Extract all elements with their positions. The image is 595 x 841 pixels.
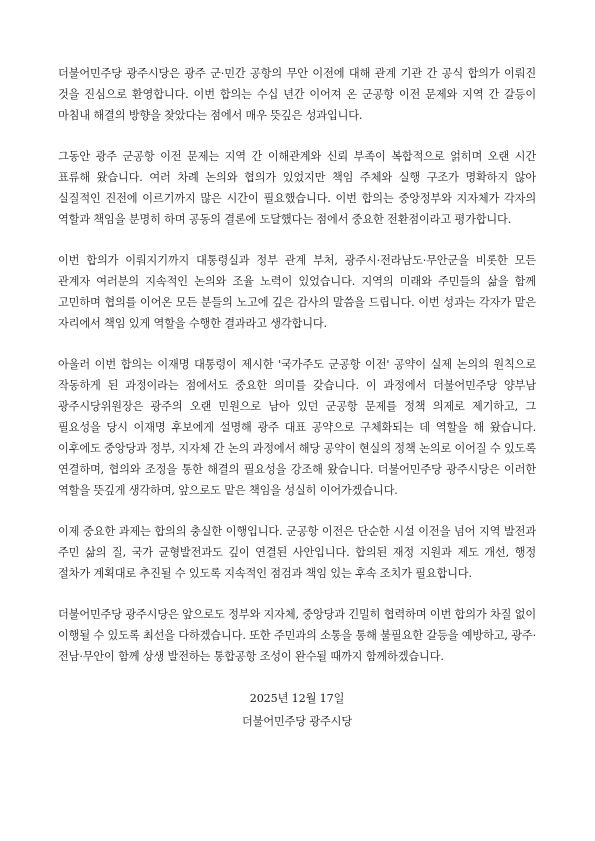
- paragraph-background: 그동안 광주 군공항 이전 문제는 지역 간 이해관계와 신뢰 부족이 복합적으로 얽히며 오랜 시간 표류해 왔습니다. 여러 차례 논의와 협의가 있었지만 책임 주체와 실행 구조가 명확하지 않아 실질적인 진전에 이르기까지 많은 시간이 필요했습니다. 이번 합의는 중앙정부와 지자체가 각자의 역할과 책임을 분명히 하며 공동의 결론에 도달했다는 점에서 중요한 전환점이라고 평가합니다.: [58, 150, 536, 226]
- closing-block: [58, 687, 536, 733]
- paragraph-commitment: 더불어민주당 광주시당은 앞으로도 정부와 지자체, 중앙당과 긴밀히 협력하며 이번 합의가 차질 없이 이행될 수 있도록 최선을 다하겠습니다. 또한 주민과의 소통을 통해 불필요한 갈등을 예방하고, 광주·전남·무안이 함께 상생 발전하는 통합공항 조성이 완수될 때까지 함께하겠습니다.: [58, 608, 536, 663]
- statement-document: [58, 63, 536, 733]
- paragraph-thanks: 이번 합의가 이뤄지기까지 대통령실과 정부 관계 부처, 광주시·전라남도·무안군을 비롯한 모든 관계자 여러분의 지속적인 논의와 조율 노력이 있었습니다. 지역의 미래와 주민들의 삶을 함께 고민하며 협의를 이어온 모든 분들의 노고에 깊은 감사의 말씀을 드립니다. 이번 성과는 각자가 맡은 자리에서 책임 있게 역할을 수행한 결과라고 생각합니다.: [58, 254, 536, 330]
- paragraph-implementation: 이제 중요한 과제는 합의의 충실한 이행입니다. 군공항 이전은 단순한 시설 이전을 넘어 지역 발전과 주민 삶의 질, 국가 균형발전과도 깊이 연결된 사안입니다. 합의된 재정 지원과 제도 개선, 행정 절차가 계획대로 추진될 수 있도록 지속적인 점검과 책임 있는 후속 조치가 필요합니다.: [58, 525, 536, 580]
- paragraph-welcome: 더불어민주당 광주시당은 광주 군·민간 공항의 무안 이전에 대해 관계 기관 간 공식 합의가 이뤄진 것을 진심으로 환영합니다. 이번 합의는 수십 년간 이어져 온 군공항 이전 문제와 지역 간 갈등이 마침내 해결의 방향을 찾았다는 점에서 매우 뜻깊은 성과입니다.: [58, 67, 536, 122]
- signature: 더불어민주당 광주시당: [242, 715, 352, 728]
- paragraph-pledge: 아울러 이번 합의는 이재명 대통령이 제시한 '국가주도 군공항 이전' 공약이 실제 논의의 원칙으로 작동하게 된 과정이라는 점에서도 중요한 의미를 갖습니다. 이 과정에서 더불어민주당 양부남 광주시당위원장은 광주의 오랜 민원으로 남아 있던 군공항 문제를 정책 의제로 제기하고, 그 필요성을 당시 이재명 후보에게 설명해 광주 대표 공약으로 구체화되는 데 역할을 해 왔습니다. 이후에도 중앙당과 정부, 지자체 간 논의 과정에서 해당 공약이 현실의 정책 논의로 이어질 수 있도록 연결하며, 협의와 조정을 통한 해결의 필요성을 강조해 왔습니다. 더불어민주당 광주시당은 이러한 역할을 뜻깊게 생각하며, 앞으로도 맡은 책임을 성실히 이어가겠습니다.: [58, 358, 536, 497]
- document-date: 2025년 12월 17일: [249, 692, 345, 705]
